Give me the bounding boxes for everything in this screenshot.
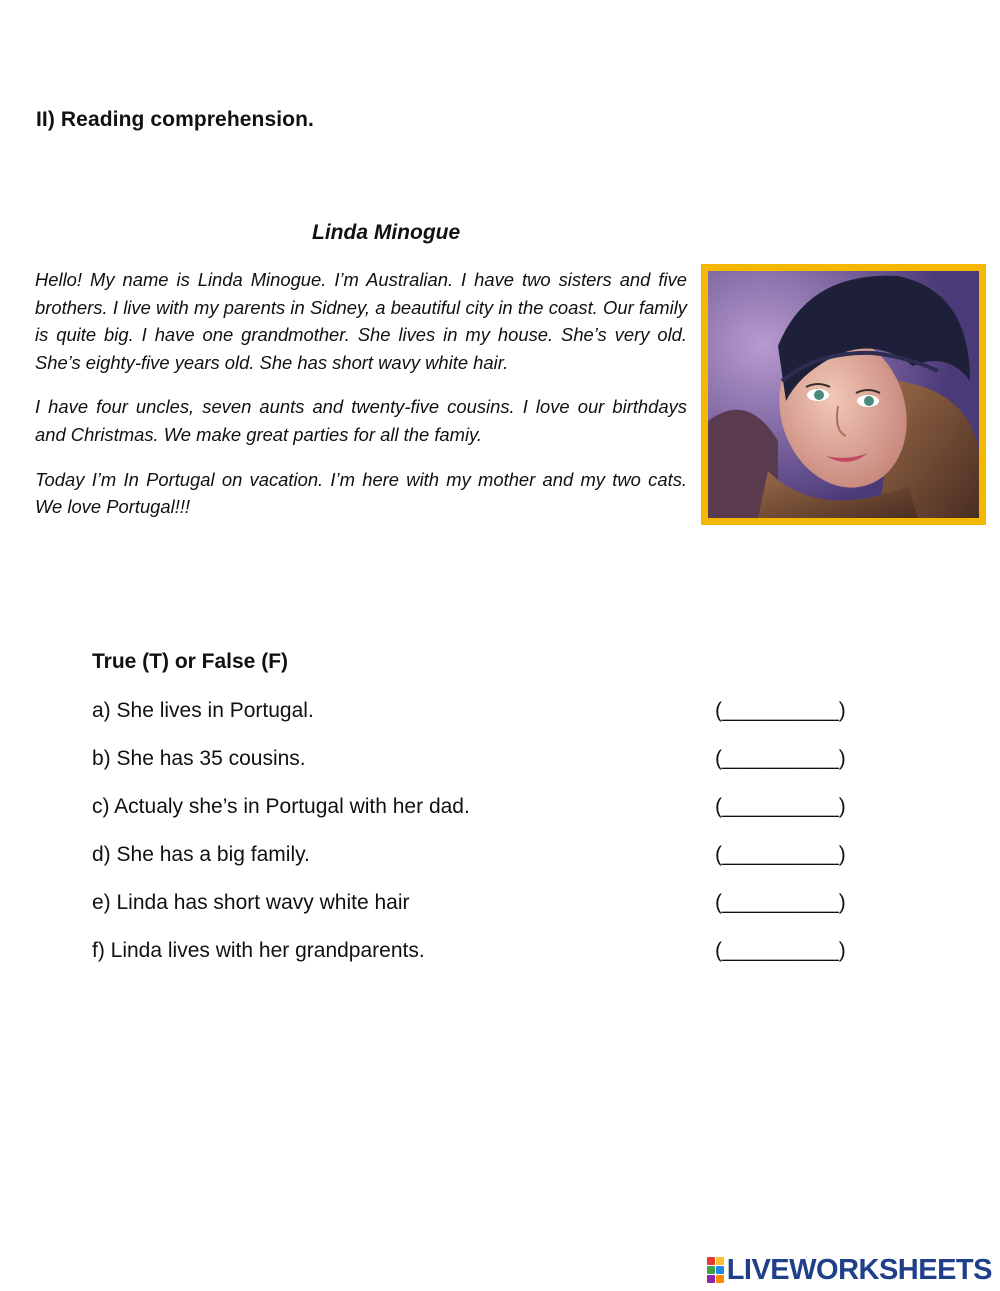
logo-text: LIVEWORKSHEETS: [726, 1253, 992, 1286]
portrait-illustration: [708, 271, 979, 518]
story-text: [35, 266, 687, 538]
answer-blank[interactable]: (__________): [715, 939, 846, 962]
quiz-item: [92, 841, 872, 889]
quiz-item: [92, 697, 872, 745]
story-paragraph: I have four uncles, seven aunts and twenty-five cousins. I love our birthdays and Christmas. We make great parties for all the famiy.: [35, 396, 687, 445]
quiz-item: [92, 937, 872, 985]
liveworksheets-logo: [707, 1250, 992, 1290]
quiz-heading: True (T) or False (F): [92, 650, 289, 673]
story-paragraph: Today I’m In Portugal on vacation. I’m here with my mother and my two cats. We love Portugal!!!: [35, 468, 687, 518]
answer-blank[interactable]: (__________): [715, 795, 846, 818]
quiz-statement: d) She has a big family.: [92, 843, 310, 866]
quiz-list: [92, 697, 872, 985]
story-paragraph: Hello! My name is Linda Minogue. I’m Australian. I have two sisters and five brothers. I live with my parents in Sidney, a beautiful city in the coast. Our family is quite big. I have one grandmother. She lives in my house. She’s very old. She’s eighty-five years old. She has short wavy white hair.: [35, 269, 687, 373]
quiz-statement: e) Linda has short wavy white hair: [92, 891, 410, 914]
answer-blank[interactable]: (__________): [715, 891, 846, 914]
answer-blank[interactable]: (__________): [715, 699, 846, 722]
answer-blank[interactable]: (__________): [715, 747, 846, 770]
quiz-statement: f) Linda lives with her grandparents.: [92, 939, 425, 962]
quiz-item: [92, 793, 872, 841]
quiz-item: [92, 889, 872, 937]
quiz-statement: c) Actualy she’s in Portugal with her dad.: [92, 795, 470, 818]
quiz-statement: a) She lives in Portugal.: [92, 699, 314, 722]
logo-blocks-icon: [707, 1257, 724, 1283]
quiz-item: [92, 745, 872, 793]
answer-blank[interactable]: (__________): [715, 843, 846, 866]
story-title: Linda Minogue: [312, 221, 461, 244]
section-heading: II) Reading comprehension.: [36, 108, 314, 131]
portrait-photo: [701, 264, 986, 525]
quiz-statement: b) She has 35 cousins.: [92, 747, 306, 770]
